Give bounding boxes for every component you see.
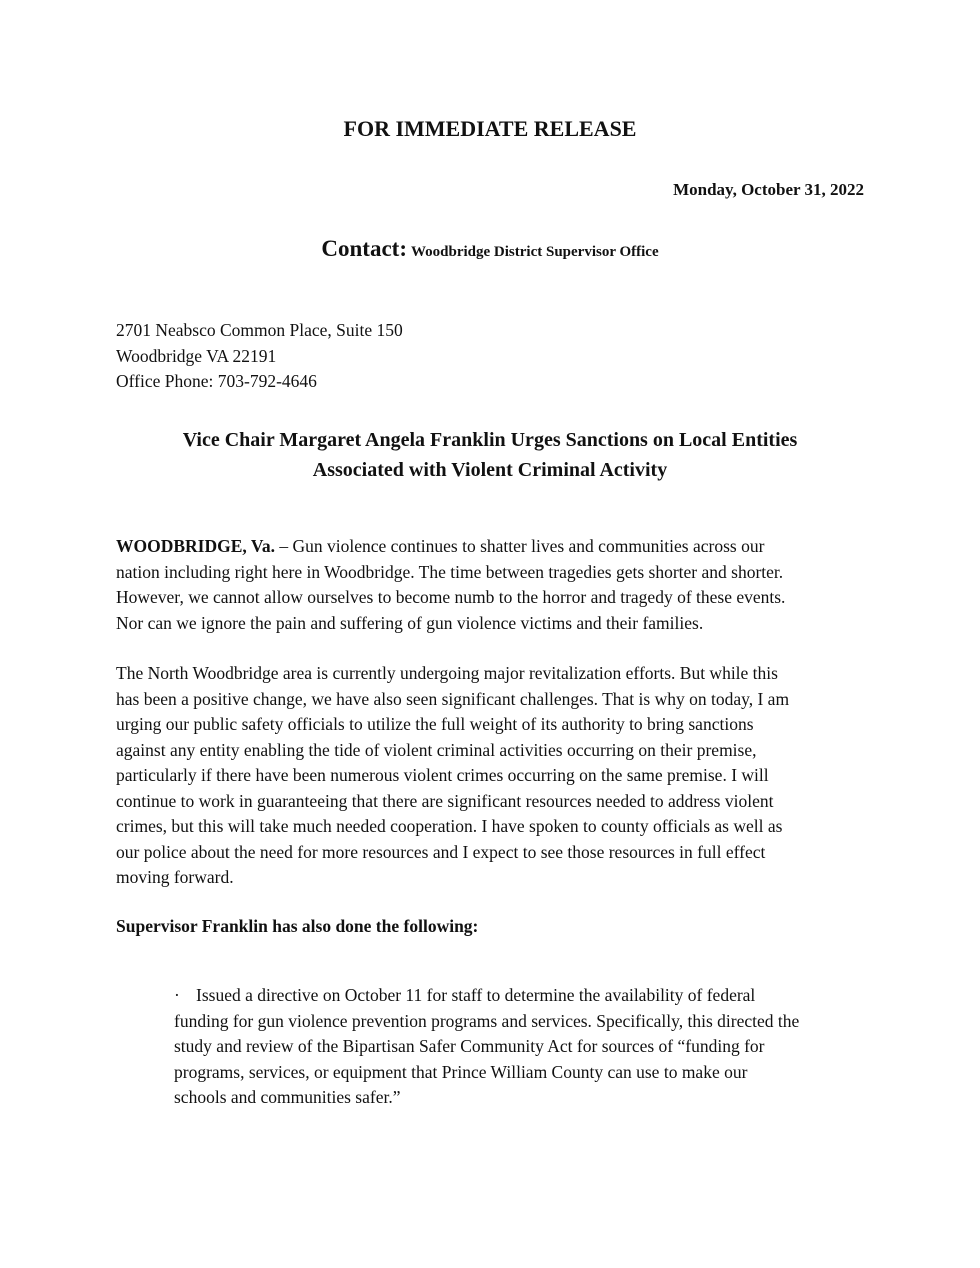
paragraph-2-line-9: moving forward.	[116, 867, 234, 887]
actions-subhead: Supervisor Franklin has also done the following:	[116, 916, 479, 936]
release-heading: FOR IMMEDIATE RELEASE	[343, 116, 637, 141]
bullet-line-1	[174, 983, 874, 1009]
paragraph-1-text: – Gun violence continues to shatter lives and communities across our	[275, 536, 765, 556]
address-street: 2701 Neabsco Common Place, Suite 150	[116, 320, 403, 340]
paragraph-2-line-1: The North Woodbridge area is currently undergoing major revitalization efforts. But while this	[116, 663, 778, 683]
dateline: WOODBRIDGE, Va.	[116, 536, 275, 556]
address-city: Woodbridge VA 22191	[116, 345, 277, 366]
bullet-text: Issued a directive on October 11 for staff to determine the availability of federal	[196, 985, 756, 1005]
bullet-item	[174, 983, 874, 1111]
release-date: Monday, October 31, 2022	[673, 180, 864, 199]
paragraph-1	[116, 534, 876, 636]
paragraph-2-line-7: crimes, but this will take much needed cooperation. I have spoken to county officials as well as	[116, 816, 783, 836]
paragraph-2-line-5: particularly if there have been numerous violent crimes occurring on the same premise. I will	[116, 765, 769, 785]
office-phone: Office Phone: 703-792-4646	[116, 371, 317, 391]
contact-value: Woodbridge District Supervisor Office	[410, 244, 659, 260]
paragraph-1-line-2: nation including right here in Woodbridge. The time between tragedies gets shorter and shorter.	[116, 561, 784, 582]
press-headline	[0, 425, 980, 485]
headline-line-2: Associated with Violent Criminal Activity	[312, 459, 668, 481]
bullet-line-3: study and review of the Bipartisan Safer Community Act for sources of “funding for	[174, 1036, 765, 1056]
paragraph-2-line-6: continue to work in guaranteeing that there are significant resources needed to address violent	[116, 790, 774, 811]
paragraph-2-line-4: against any entity enabling the tide of violent criminal activities occurring on their premise,	[116, 739, 757, 760]
office-address	[116, 318, 403, 395]
bullet-line-2: funding for gun violence prevention programs and services. Specifically, this directed the	[174, 1010, 800, 1031]
paragraph-2	[116, 661, 876, 891]
paragraph-1-line-1	[116, 534, 876, 560]
headline-line-1: Vice Chair Margaret Angela Franklin Urges Sanctions on Local Entities	[182, 429, 798, 451]
paragraph-2-line-8: our police about the need for more resources and I expect to see those resources in full effect	[116, 841, 766, 862]
contact-label: Contact:	[321, 236, 407, 261]
paragraph-2-line-2: has been a positive change, we have also seen significant challenges. That is why on today, I am	[116, 688, 790, 709]
paragraph-1-line-3: However, we cannot allow ourselves to become numb to the horror and tragedy of these events.	[116, 587, 786, 607]
paragraph-2-line-3: urging our public safety officials to utilize the full weight of its authority to bring sanctions	[116, 714, 754, 734]
bullet-marker: ·	[174, 985, 180, 1005]
bullet-line-5: schools and communities safer.”	[174, 1087, 401, 1107]
contact-line	[0, 236, 980, 262]
bullet-line-4: programs, services, or equipment that Prince William County can use to make our	[174, 1061, 748, 1082]
paragraph-1-line-4: Nor can we ignore the pain and suffering of gun violence victims and their families.	[116, 612, 704, 633]
